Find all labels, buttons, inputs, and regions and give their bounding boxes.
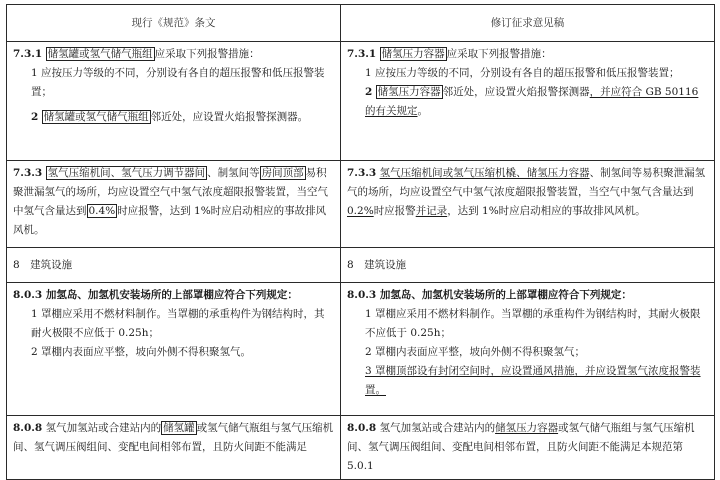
boxed-term: 储氢压力容器 bbox=[381, 48, 445, 60]
clause-item-2: 2 罩棚内表面应平整，坡向外侧不得积聚氢气。 bbox=[31, 346, 252, 358]
clause-text: 氢气加氢站或合建站内的 bbox=[379, 422, 496, 434]
header-revised-draft: 修订征求意见稿 bbox=[341, 5, 715, 42]
clause-lead: 8.0.3 加氢岛、加氢机安装场所的上部罩棚应符合下列规定： bbox=[347, 289, 632, 301]
boxed-term: 氢气压缩机间、氢气压力调节器间 bbox=[47, 167, 206, 179]
clause-item-1: 1 应按压力等级的不同，分别设有各自的超压报警和低压报警装置； bbox=[365, 67, 680, 79]
item-number: 2 bbox=[31, 111, 39, 123]
clause-text: 、制氢间等 bbox=[207, 167, 260, 179]
clause-text: ，达到 1%时应启动相应的事故排风风机。 bbox=[447, 205, 646, 217]
table-row bbox=[7, 42, 715, 161]
clause-text: 邻近处，应设置火焰报警探测器。 bbox=[150, 111, 309, 123]
item-number: 2 bbox=[365, 86, 373, 98]
clause-lead bbox=[13, 45, 334, 64]
clause-text: 或氢气储气瓶组与氢气压缩机间、氢气调压阀组间、变配电间相邻布置，且防火间距不能满足本规范第 5.0.1 bbox=[347, 422, 695, 472]
clause-text: 时应报警 bbox=[373, 205, 416, 217]
clause-item-2 bbox=[347, 83, 708, 121]
clause-item-1: 1 罩棚应采用不燃材料制作。当罩棚的承重构件为钢结构时，其耐火极限不应低于 0.25h； bbox=[31, 308, 325, 339]
boxed-term: 储氢压力容器 bbox=[377, 86, 441, 98]
clause-8-0-3-current bbox=[7, 283, 341, 416]
clause-number: 7.3.1 bbox=[13, 48, 43, 60]
clause-item-1: 1 罩棚应采用不燃材料制作。当罩棚的承重构件为钢结构时，其耐火极限不应低于 0.25h； bbox=[365, 308, 701, 339]
clause-text: 应采取下列报警措施： bbox=[154, 48, 260, 60]
clause-text: 、制氢间等易积聚泄漏氢气的场所，均应设置空气中氢气浓度超限报警装置，当空气中氢气含量达到 bbox=[347, 167, 706, 198]
clause-number: 7.3.1 bbox=[347, 48, 377, 60]
clause-text: 邻近处，应设置火焰报警探测器 bbox=[442, 86, 590, 98]
clause-7-3-3-current bbox=[7, 161, 341, 248]
clause-number: 8.0.8 bbox=[347, 422, 377, 434]
clause-number: 8.0.8 bbox=[13, 422, 43, 434]
clause-7-3-1-revised bbox=[341, 42, 715, 161]
boxed-term: 房间顶部 bbox=[261, 167, 304, 179]
underlined-revision: 储氢压力容器 bbox=[495, 422, 559, 434]
boxed-value: 0.4% bbox=[88, 205, 116, 217]
table-row bbox=[7, 283, 715, 416]
table-row bbox=[7, 161, 715, 248]
table-header-row bbox=[7, 5, 715, 42]
clause-8-0-8-revised bbox=[341, 416, 715, 480]
clause-text: 应采取下列报警措施： bbox=[446, 48, 552, 60]
clause-item-2 bbox=[13, 108, 334, 127]
clause-text: 氢气加氢站或合建站内的 bbox=[45, 422, 162, 434]
header-current-code: 现行《规范》条文 bbox=[7, 5, 341, 42]
section-heading-revised: 8 建筑设施 bbox=[341, 248, 715, 283]
section-row bbox=[7, 248, 715, 283]
clause-number: 7.3.3 bbox=[347, 167, 377, 179]
clause-8-0-3-revised bbox=[341, 283, 715, 416]
underlined-revision: ，并应符合 GB 50116 的有关规定 bbox=[365, 86, 699, 117]
comparison-table bbox=[6, 4, 715, 480]
table-row bbox=[7, 416, 715, 480]
clause-7-3-1-current bbox=[7, 42, 341, 161]
clause-item-1: 1 应按压力等级的不同，分别设有各自的超压报警和低压报警装置； bbox=[31, 67, 325, 98]
clause-text: 或氢气储气瓶组与氢气压缩机间、氢气调压阀组间、变配电间相邻布置，且防火间距不能满足 bbox=[13, 422, 334, 453]
clause-item-3: 3 罩棚顶部设有封闭空间时，应设置通风措施，并应设置氢气浓度报警装置。 bbox=[365, 365, 701, 396]
clause-item-2: 2 罩棚内表面应平整，坡向外侧不得积聚氢气； bbox=[365, 346, 586, 358]
clause-7-3-3-revised bbox=[341, 161, 715, 248]
boxed-term: 储氢罐或氢气储气瓶组 bbox=[47, 48, 153, 60]
underlined-revision: 氢气压缩机间或氢气压缩机橇、储氢压力容器 bbox=[379, 167, 590, 179]
boxed-term: 储氢罐 bbox=[163, 422, 195, 434]
clause-lead bbox=[347, 45, 708, 64]
clause-text: 易积聚泄漏氢气的场所，均应设置空气中氢气浓度超限报警装置，当空气中氢气含量达到 bbox=[13, 167, 328, 217]
section-heading-current: 8 建筑设施 bbox=[7, 248, 341, 283]
clause-text: 。 bbox=[417, 105, 428, 117]
clause-8-0-8-current bbox=[7, 416, 341, 480]
clause-number: 7.3.3 bbox=[13, 167, 43, 179]
underlined-revision: 并记录 bbox=[415, 205, 448, 217]
clause-lead: 8.0.3 加氢岛、加氢机安装场所的上部罩棚应符合下列规定： bbox=[13, 289, 298, 301]
boxed-term: 储氢罐或氢气储气瓶组 bbox=[43, 111, 149, 123]
clause-text: 时应报警，达到 1%时应启动相应的事故排风风机。 bbox=[13, 205, 327, 236]
underlined-revision: 0.2% bbox=[347, 205, 374, 217]
